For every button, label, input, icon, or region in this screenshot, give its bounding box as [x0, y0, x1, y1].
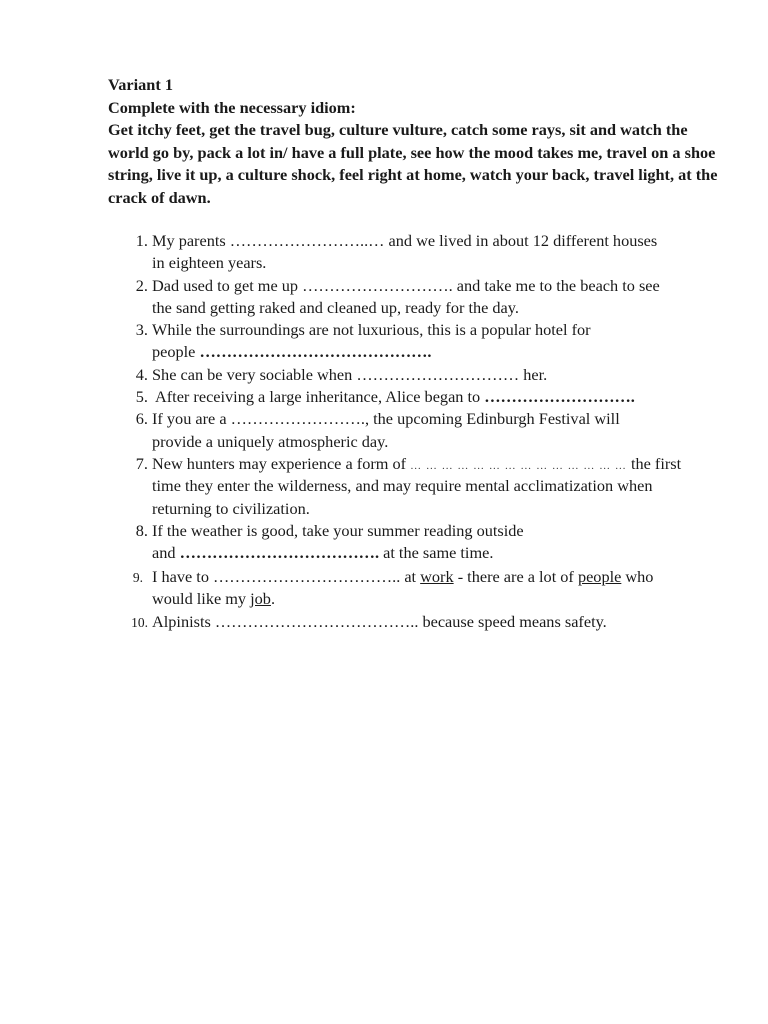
item-line: If the weather is good, take your summer reading outside — [152, 521, 524, 540]
item-text: at the same time. — [379, 543, 494, 563]
item-number: 3. — [135, 320, 148, 340]
item-line: the sand getting raked and cleaned up, ready for the day. — [152, 297, 519, 317]
item-line: in eighteen years. — [152, 253, 267, 273]
item-text: I have to …………………………….. at — [152, 567, 421, 586]
answer-blank: … … … … … … … … … … … … … … — [410, 460, 627, 472]
item-line — [152, 588, 712, 610]
item-number: 6. — [135, 409, 148, 429]
item-number: 4. — [135, 364, 148, 384]
item-line — [152, 341, 712, 363]
underlined-word: work — [420, 567, 454, 586]
item-text: would like my — [152, 589, 251, 609]
item-line: She can be very sociable when ………………………… her. — [152, 364, 548, 384]
instruction: Complete with the necessary idiom: — [108, 97, 356, 117]
task-header — [108, 74, 718, 209]
item-line: Dad used to get me up ………………………. and take me to the beach to see — [152, 275, 660, 295]
item-number: 7. — [135, 454, 148, 473]
item-line: Alpinists ……………………………….. because speed means safety. — [152, 612, 607, 631]
item-number: 1. — [135, 231, 148, 250]
item-text: the first — [626, 454, 682, 473]
item-line: My parents ……………………..… and we lived in about 12 different houses — [152, 231, 658, 250]
answer-blank: ……………………………………. — [199, 342, 432, 362]
item-text: and — [152, 543, 180, 563]
item-text: . — [270, 589, 276, 609]
item-text: - there are a lot of — [453, 567, 578, 586]
item-line — [155, 386, 715, 408]
item-line — [152, 542, 712, 564]
item-line: If you are a ……………………., the upcoming Edinburgh Festival will — [152, 409, 620, 429]
item-line — [152, 566, 712, 588]
underlined-word: job — [250, 589, 271, 609]
underlined-word: people — [577, 567, 622, 586]
item-text: who — [621, 567, 654, 586]
variant-title: Variant 1 — [108, 75, 173, 94]
item-number: 2. — [135, 275, 148, 295]
item-number: 5. — [135, 387, 148, 407]
item-line — [152, 453, 712, 477]
item-line: returning to civilization. — [152, 498, 310, 518]
item-text: New hunters may experience a form of — [152, 454, 411, 473]
item-number: 8. — [135, 521, 148, 540]
item-number: 10. — [131, 615, 148, 630]
item-text: people — [152, 342, 200, 362]
item-line: provide a uniquely atmospheric day. — [152, 431, 389, 451]
item-text: After receiving a large inheritance, Alice began to — [155, 387, 485, 407]
answer-blank: ………………………………. — [179, 543, 380, 563]
answer-blank: ………………………. — [484, 387, 635, 407]
idiom-list: Get itchy feet, get the travel bug, culture vulture, catch some rays, sit and watch the world go by, pack a lot in/ have a full plate, see how the mood takes me, travel on a shoe string, live it up, a culture shock, feel right at home, watch your back, travel light, at the crack of dawn. — [108, 120, 718, 207]
item-number: 9. — [132, 570, 143, 585]
item-line: time they enter the wilderness, and may require mental acclimatization when — [152, 476, 653, 496]
item-line: While the surroundings are not luxurious, this is a popular hotel for — [152, 320, 591, 340]
